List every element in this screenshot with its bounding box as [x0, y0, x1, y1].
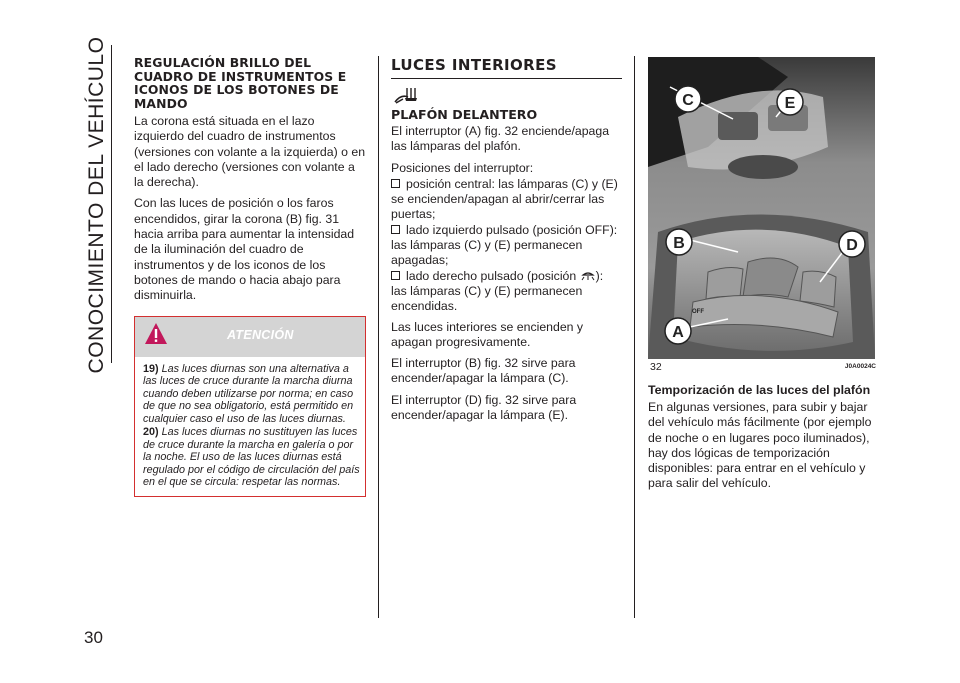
warning-item-text: Las luces diurnas no sustituyen las luces de cruce durante la marcha en galería o por la noche. El uso de las luces diurnas está regulado por el código de circulación del país en el que se circula: respetar las normas. — [143, 426, 360, 489]
bullet-item — [391, 269, 622, 315]
callout-label-c: C — [682, 92, 694, 109]
subsection-title-front-dome-light: PLAFÓN DELANTERO — [391, 107, 538, 122]
callout-c — [675, 86, 701, 112]
callout-e — [777, 89, 803, 115]
callout-label-e: E — [784, 95, 796, 112]
callout-a — [665, 318, 691, 344]
warning-body — [135, 357, 365, 496]
sidebar-divider — [111, 45, 112, 363]
interior-light-icon — [393, 85, 419, 105]
paragraph: Las luces interiores se encienden y apagan progresivamente. — [391, 319, 584, 349]
bullet-box-icon — [391, 225, 400, 234]
subsection-heading-timing: Temporización de las luces del plafón — [648, 383, 871, 397]
column-3 — [648, 56, 880, 498]
figure-caption — [648, 359, 880, 373]
bullet-item — [391, 223, 622, 269]
paragraph: Con las luces de posición o los faros encendidos, girar la corona (B) fig. 31 hacia arriba para aumentar la intensidad de la iluminación del cuadro de instrumentos y de los iconos de los botones de mando o hacia abajo para disminuirla. — [134, 196, 355, 303]
warning-title: ATENCIÓN — [227, 327, 294, 342]
paragraph: El interruptor (D) fig. 32 sirve para encender/apagar la lámpara (E). — [391, 392, 577, 423]
page-number: 30 — [84, 628, 103, 647]
callout-label-d: D — [846, 237, 858, 254]
paragraph: En algunas versiones, para subir y bajar del vehículo más fácilmente (por ejemplo de noche o en lugares poco iluminados), hay dos lógicas de temporización disponibles: para entrar en el vehículo y para salir del vehículo. — [648, 400, 872, 491]
bullet-box-icon — [391, 271, 400, 280]
figure-number: 32 — [650, 361, 662, 373]
paragraph: El interruptor (A) fig. 32 enciende/apaga las lámparas del plafón. — [391, 124, 610, 154]
bullet-text: lado izquierdo pulsado (posición OFF): las lámparas (C) y (E) permanecen apagadas; — [391, 222, 618, 268]
switch-off-label: OFF — [692, 309, 704, 315]
warning-header — [135, 317, 365, 357]
column-2 — [391, 56, 622, 429]
lamp-on-icon — [580, 270, 596, 281]
bullet-item — [391, 177, 622, 223]
paragraph: La corona está situada en el lazo izquierdo del cuadro de instrumentos (versiones con volante a la izquierda) o en el lado derecho (versiones con volante a la derecha). — [134, 114, 366, 190]
column-divider-2 — [634, 56, 635, 618]
callout-d — [839, 231, 865, 257]
column-divider-1 — [378, 56, 379, 618]
bullet-text-part: lado derecho pulsado (posición — [406, 268, 580, 283]
warning-triangle-icon — [144, 322, 168, 346]
warning-item-number: 19) — [143, 362, 159, 375]
callout-label-b: B — [673, 235, 685, 252]
section-title-interior-lights: LUCES INTERIORES — [391, 56, 622, 79]
warning-item-number: 20) — [143, 426, 159, 439]
bullet-text: posición central: las lámparas (C) y (E) se encienden/apagan al abrir/cerrar las puertas; — [391, 176, 618, 222]
callout-label-a: A — [672, 324, 684, 341]
chapter-title-text: CONOCIMIENTO DEL VEHÍCULO — [85, 36, 108, 374]
warning-item-text: Las luces diurnas son una alternativa a las luces de cruce durante la marcha diurna cuando deben utilizarse por norma; en caso de que no sea obligatorio, está permitido en cualquier caso el uso de las luces diurnas. — [143, 362, 354, 425]
section-heading-brightness: REGULACIÓN BRILLO DEL CUADRO DE INSTRUMENTOS E ICONOS DE LOS BOTONES DE MANDO — [134, 55, 347, 111]
warning-item — [143, 426, 361, 489]
figure-code: J0A0024C — [844, 363, 876, 370]
paragraph: Posiciones del interruptor: — [391, 160, 534, 175]
bullet-box-icon — [391, 179, 400, 188]
paragraph: El interruptor (B) fig. 32 sirve para encender/apagar la lámpara (C). — [391, 356, 576, 386]
callout-b — [666, 229, 692, 255]
warning-box — [134, 316, 366, 497]
column-1 — [134, 56, 366, 497]
bullet-text-part: ): las lámparas (C) y (E) permanecen encendidas. — [391, 268, 604, 314]
warning-item — [143, 363, 361, 426]
dome-light-photo — [648, 57, 875, 359]
